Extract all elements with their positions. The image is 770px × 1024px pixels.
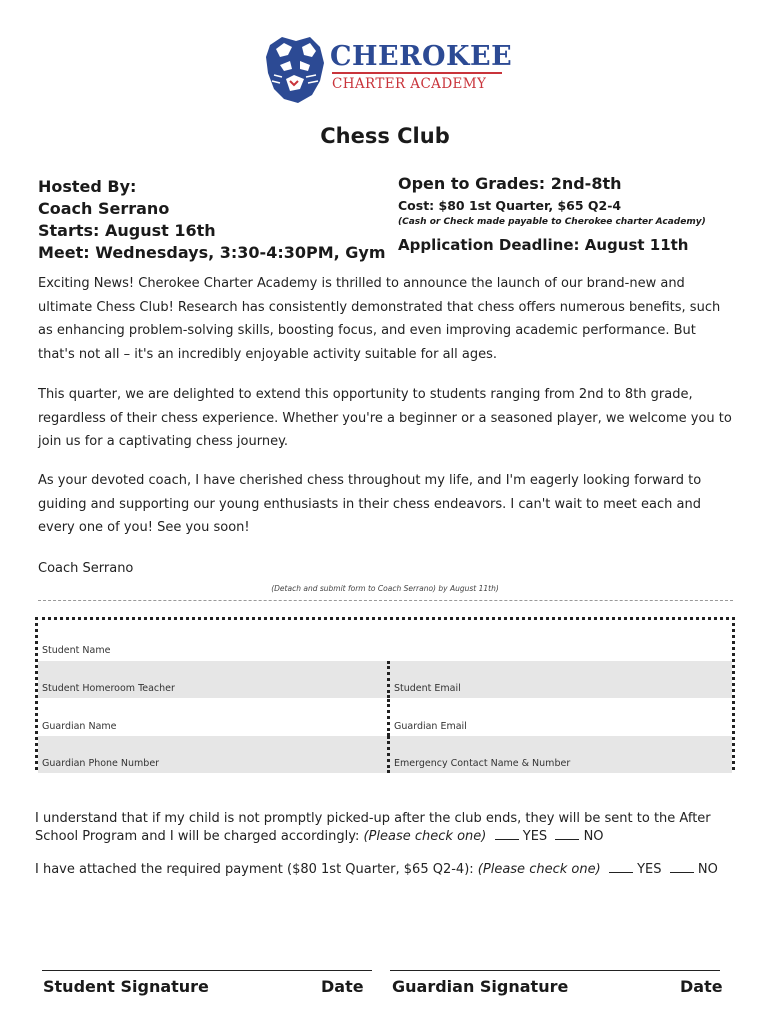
homeroom-teacher-field[interactable] <box>38 661 384 698</box>
coach-paragraph: As your devoted coach, I have cherished chess throughout my life, and I'm eagerly looking forward to guiding and supporting our young enthusiasts in their chess endeavors. I can't wait to meet each and every one of you! See you soon! <box>38 473 702 536</box>
hosted-by-label: Hosted By: <box>38 177 137 196</box>
payment-no-blank[interactable] <box>670 860 694 873</box>
field-label: Guardian Phone Number <box>42 758 160 769</box>
payment-no-label: NO <box>697 862 718 877</box>
pickup-yes-blank[interactable] <box>495 827 519 840</box>
pickup-no-blank[interactable] <box>555 827 579 840</box>
student-email-field[interactable] <box>387 661 732 698</box>
payment-yes-label: YES <box>637 862 662 877</box>
guardian-phone-field[interactable] <box>38 736 384 773</box>
field-label: Student Email <box>394 683 461 694</box>
signoff: Coach Serrano <box>38 561 134 576</box>
payment-statement <box>35 860 735 878</box>
guardian-email-field[interactable] <box>387 699 732 736</box>
payment-yes-blank[interactable] <box>609 860 633 873</box>
detach-instructions: (Detach and submit form to Coach Serrano) by August 11th) <box>271 584 499 593</box>
form-row <box>38 623 732 660</box>
logo-divider <box>332 72 502 74</box>
pickup-hint: (Please check one) <box>363 829 487 844</box>
payment-text: I have attached the required payment ($80 1st Quarter, $65 Q2-4): <box>35 862 474 877</box>
club-details <box>398 173 706 254</box>
field-label: Emergency Contact Name & Number <box>394 758 571 769</box>
eligibility-paragraph: This quarter, we are delighted to extend this opportunity to students ranging from 2nd to 8th grade, regardless of their chess experience. Whether you're a beginner or a seasoned player, we welcome you to join us for a captivating chess journey. <box>38 387 732 450</box>
school-logo <box>262 35 512 107</box>
student-signature-line[interactable] <box>42 970 372 971</box>
payment-hint: (Please check one) <box>477 862 601 877</box>
student-name-field[interactable] <box>38 623 732 660</box>
guardian-name-field[interactable] <box>38 699 384 736</box>
page-title: Chess Club <box>320 124 450 148</box>
guardian-date-label: Date <box>680 977 723 996</box>
pickup-no-label: NO <box>583 829 604 844</box>
host-info <box>38 176 386 264</box>
field-label: Student Name <box>42 645 111 656</box>
form-row <box>38 661 732 698</box>
form-row <box>38 699 732 736</box>
meeting-time: Meet: Wednesdays, 3:30-4:30PM, Gym <box>38 243 386 262</box>
emergency-contact-field[interactable] <box>387 736 732 773</box>
coach-name: Coach Serrano <box>38 199 170 218</box>
pickup-statement <box>35 810 735 845</box>
grades-info: Open to Grades: 2nd-8th <box>398 174 622 193</box>
cut-line <box>38 600 733 601</box>
student-signature-label: Student Signature <box>43 977 209 996</box>
registration-form <box>35 617 735 770</box>
field-label: Guardian Email <box>394 721 467 732</box>
field-label: Guardian Name <box>42 721 117 732</box>
form-row <box>38 736 732 773</box>
guardian-signature-label: Guardian Signature <box>392 977 569 996</box>
start-date: Starts: August 16th <box>38 221 216 240</box>
tiger-head-icon <box>262 35 328 105</box>
guardian-signature-line[interactable] <box>390 970 720 971</box>
pickup-yes-label: YES <box>522 829 548 844</box>
payment-note: (Cash or Check made payable to Cherokee charter Academy) <box>398 217 706 227</box>
student-date-label: Date <box>321 977 364 996</box>
logo-subtitle: CHARTER ACADEMY <box>332 76 487 92</box>
cost-info: Cost: $80 1st Quarter, $65 Q2-4 <box>398 198 622 213</box>
logo-name: CHEROKEE <box>330 41 513 72</box>
field-label: Student Homeroom Teacher <box>42 683 175 694</box>
application-deadline: Application Deadline: August 11th <box>398 236 689 254</box>
pickup-text: I understand that if my child is not promptly picked-up after the club ends, they will be sent to the After School Program and I will be charged accordingly: <box>35 811 711 844</box>
intro-paragraph: Exciting News! Cherokee Charter Academy is thrilled to announce the launch of our brand-new and ultimate Chess Club! Research has consistently demonstrated that chess offers numerous benefits, such as enhancing problem-solving skills, boosting focus, and even improving academic performance. But that's not all – it's an incredibly enjoyable activity suitable for all ages. <box>38 276 721 362</box>
